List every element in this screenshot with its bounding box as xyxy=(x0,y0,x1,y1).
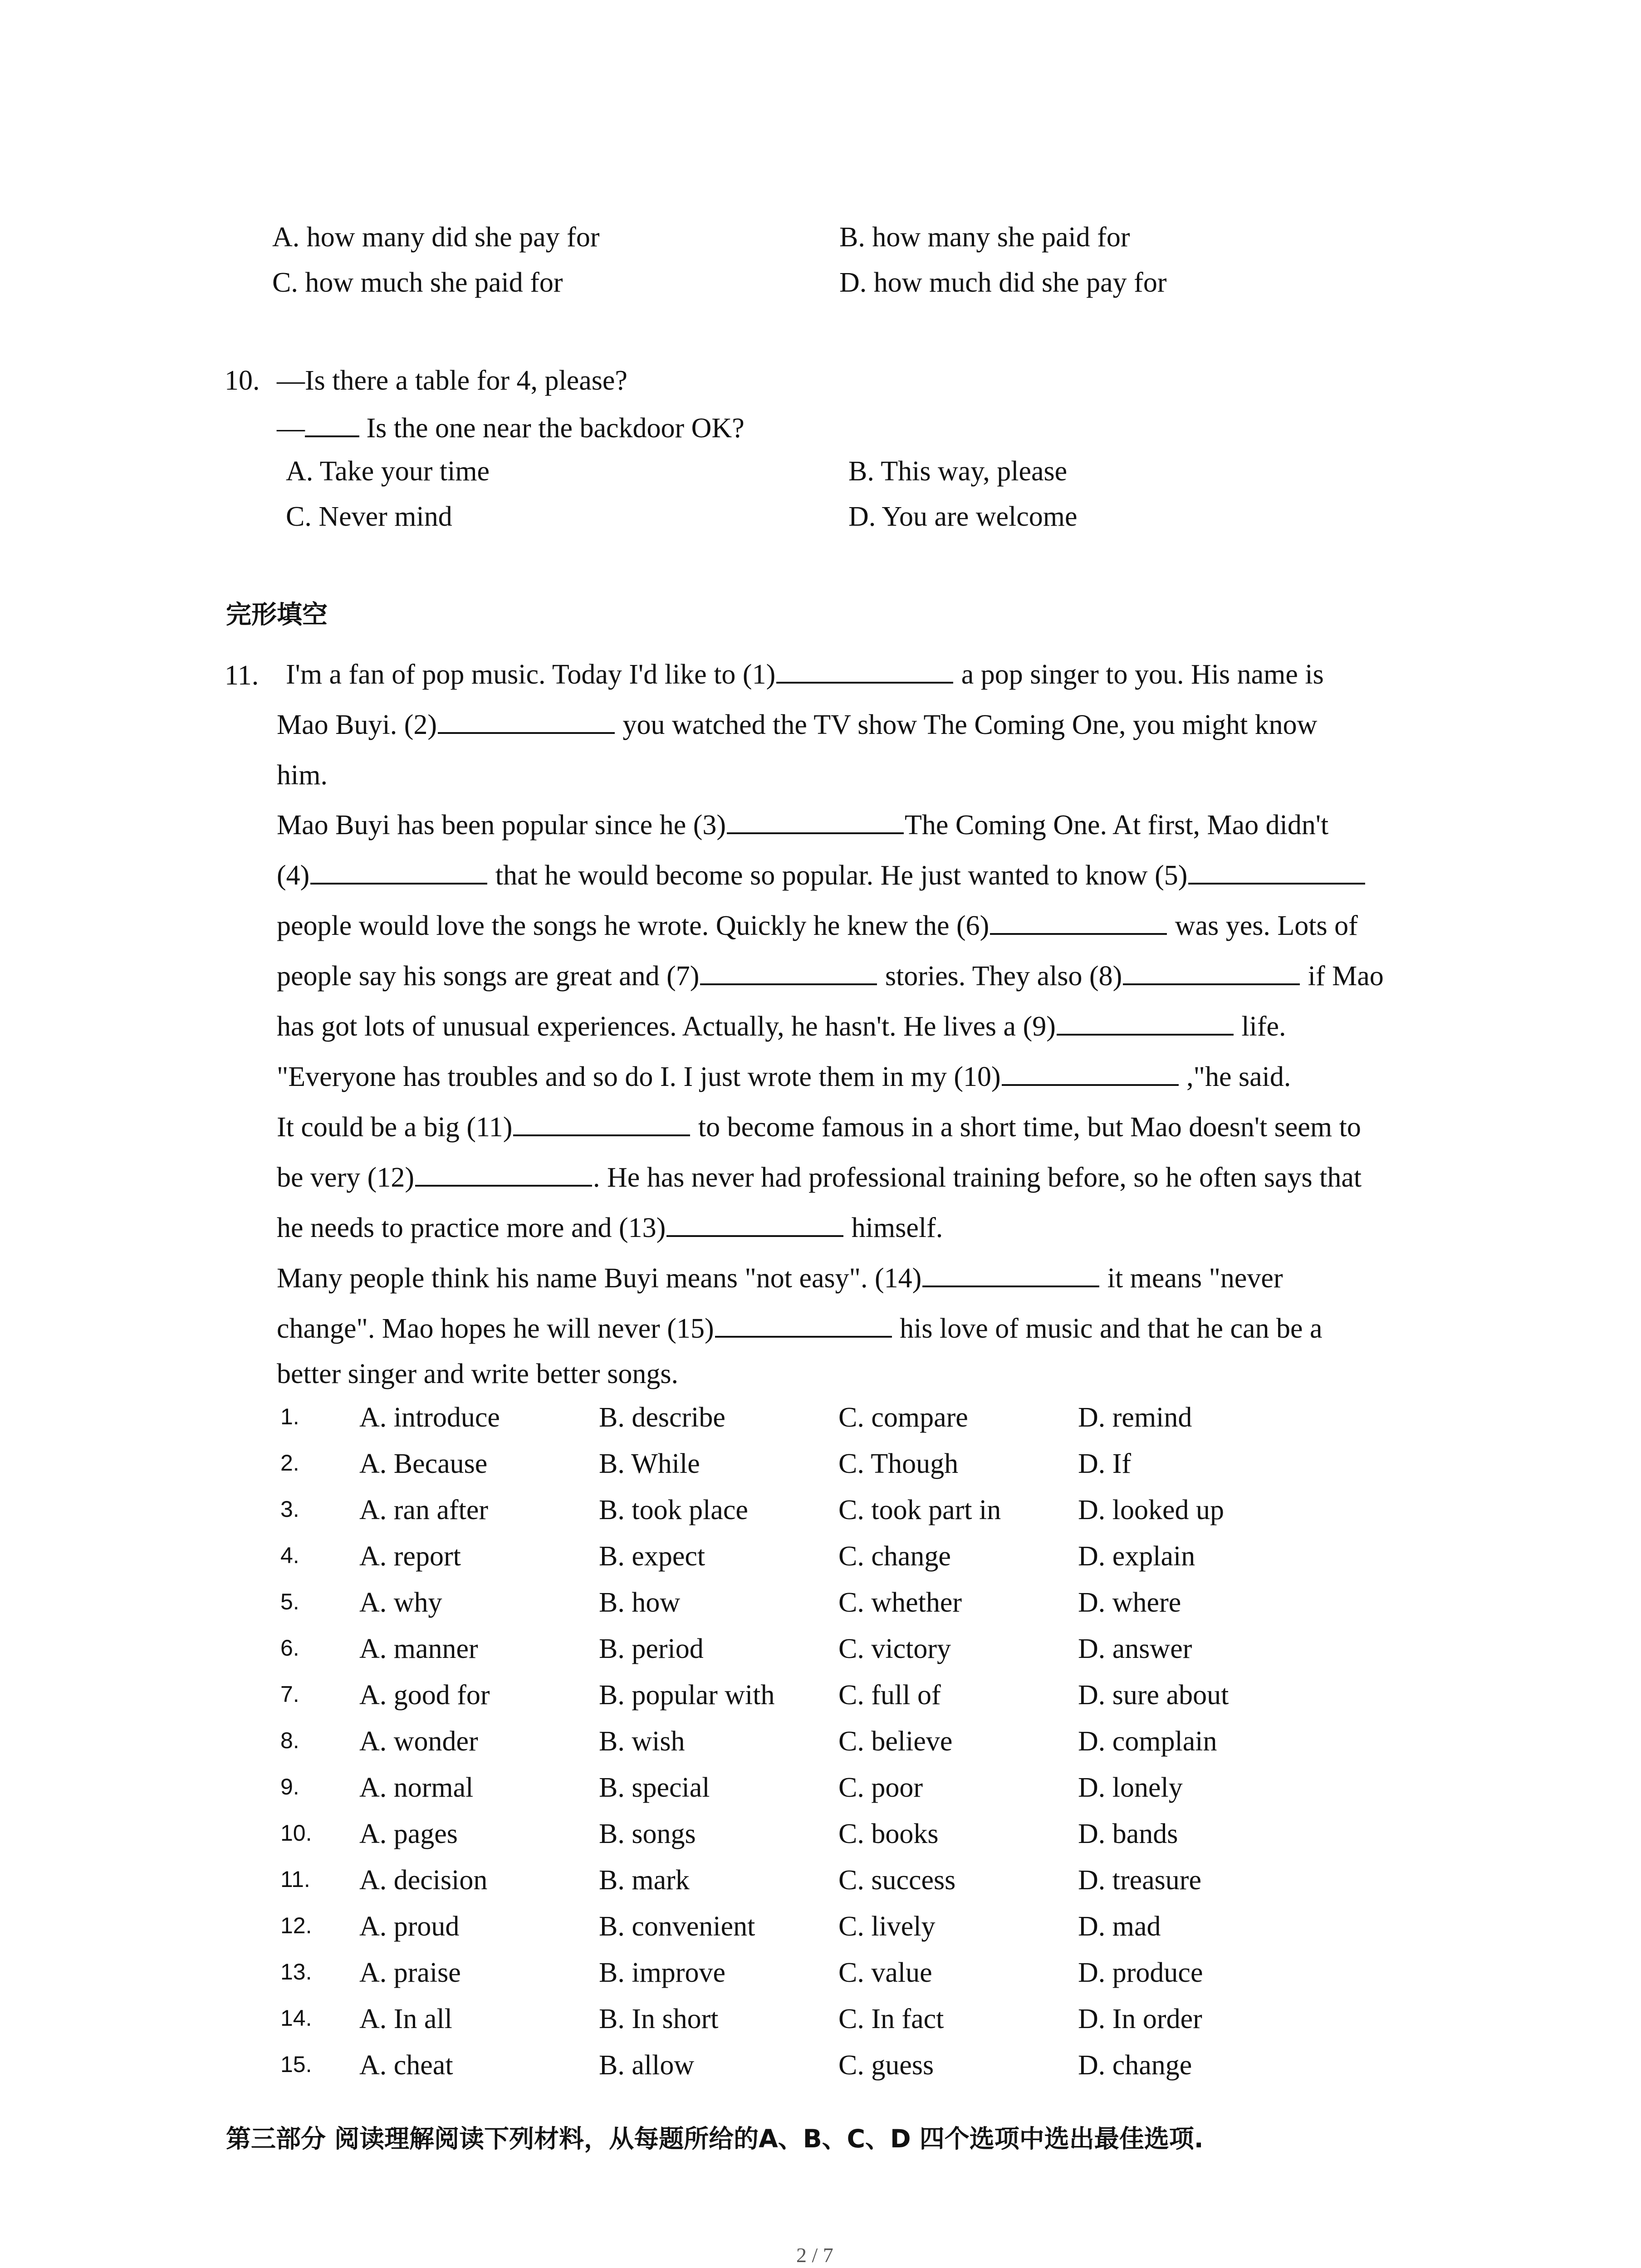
page-number: 2 / 7 xyxy=(796,2244,833,2267)
option-d: D. explain xyxy=(1078,1541,1195,1572)
option-c: C. value xyxy=(838,1957,932,1988)
option-b: B. popular with xyxy=(599,1680,775,1711)
option-d: D. complain xyxy=(1078,1726,1217,1757)
option-row-number: 6. xyxy=(280,1635,299,1661)
q9-option-a: A. how many did she pay for xyxy=(272,222,600,253)
option-a: A. decision xyxy=(359,1865,488,1896)
option-b: B. songs xyxy=(599,1818,696,1849)
option-b: B. allow xyxy=(599,2050,695,2081)
blank-12 xyxy=(415,1161,592,1187)
option-row-number: 10. xyxy=(280,1820,312,1846)
section-reading-title: 第三部分 阅读理解阅读下列材料，从每题所给的A、B、C、D 四个选项中选出最佳选项. xyxy=(226,2124,1204,2153)
option-c: C. books xyxy=(838,1818,939,1849)
option-b: B. took place xyxy=(599,1495,748,1525)
option-row-number: 13. xyxy=(280,1959,312,1984)
option-row-number: 8. xyxy=(280,1728,299,1753)
option-a: A. ran after xyxy=(359,1495,488,1525)
option-row-number: 2. xyxy=(280,1450,299,1476)
blank-6 xyxy=(990,909,1167,935)
option-row-number: 3. xyxy=(280,1496,299,1522)
option-c: C. victory xyxy=(838,1633,951,1664)
option-d: D. produce xyxy=(1078,1957,1203,1988)
blank-11 xyxy=(513,1111,690,1136)
q9-option-c: C. how much she paid for xyxy=(272,267,563,298)
option-d: D. change xyxy=(1078,2050,1192,2081)
q10-number: 10. xyxy=(225,365,260,396)
blank-15 xyxy=(715,1312,892,1338)
option-a: A. pages xyxy=(359,1818,458,1849)
option-a: A. praise xyxy=(359,1957,461,1988)
q11-number: 11. xyxy=(225,660,259,691)
option-d: D. In order xyxy=(1078,2004,1202,2034)
option-d: D. sure about xyxy=(1078,1680,1229,1711)
option-b: B. convenient xyxy=(599,1911,755,1942)
q10-line2-text: Is the one near the backdoor OK? xyxy=(359,413,745,444)
option-c: C. whether xyxy=(838,1587,962,1618)
q10-blank xyxy=(305,412,359,437)
blank-3 xyxy=(727,809,904,834)
option-d: D. answer xyxy=(1078,1633,1192,1664)
option-c: C. poor xyxy=(838,1772,923,1803)
option-row-number: 14. xyxy=(280,2005,312,2031)
option-c: C. success xyxy=(838,1865,956,1896)
blank-7 xyxy=(700,960,877,985)
option-d: D. mad xyxy=(1078,1911,1161,1942)
option-c: C. Though xyxy=(838,1448,959,1479)
option-row-number: 4. xyxy=(280,1543,299,1568)
option-d: D. lonely xyxy=(1078,1772,1183,1803)
blank-14 xyxy=(922,1262,1099,1287)
option-d: D. bands xyxy=(1078,1818,1178,1849)
option-b: B. In short xyxy=(599,2004,719,2034)
blank-8 xyxy=(1123,960,1300,985)
q10-option-d: D. You are welcome xyxy=(848,501,1078,532)
blank-9 xyxy=(1057,1010,1234,1036)
option-a: A. why xyxy=(359,1587,442,1618)
option-b: B. improve xyxy=(599,1957,725,1988)
option-d: D. If xyxy=(1078,1448,1132,1479)
option-a: A. manner xyxy=(359,1633,478,1664)
blank-5 xyxy=(1188,859,1365,885)
blank-1 xyxy=(776,658,953,684)
option-row-number: 11. xyxy=(280,1867,310,1892)
option-c: C. believe xyxy=(838,1726,953,1757)
q10-dash: — xyxy=(277,413,305,444)
blank-4 xyxy=(310,859,487,885)
option-c: C. lively xyxy=(838,1911,936,1942)
option-a: A. good for xyxy=(359,1680,490,1711)
option-row-number: 12. xyxy=(280,1913,312,1938)
option-a: A. In all xyxy=(359,2004,452,2034)
blank-13 xyxy=(666,1212,843,1237)
option-a: A. introduce xyxy=(359,1402,500,1433)
option-a: A. cheat xyxy=(359,2050,453,2081)
q10-option-c: C. Never mind xyxy=(286,501,452,532)
option-row-number: 7. xyxy=(280,1681,299,1707)
q10-option-b: B. This way, please xyxy=(848,456,1068,487)
option-a: A. wonder xyxy=(359,1726,478,1757)
option-b: B. how xyxy=(599,1587,681,1618)
blank-2 xyxy=(438,709,615,734)
option-row-number: 5. xyxy=(280,1589,299,1614)
section-cloze-title: 完形填空 xyxy=(226,600,328,630)
option-c: C. In fact xyxy=(838,2004,944,2034)
option-a: A. proud xyxy=(359,1911,460,1942)
option-b: B. mark xyxy=(599,1865,690,1896)
option-a: A. normal xyxy=(359,1772,474,1803)
q11-passage: I'm a fan of pop music. Today I'd like to (1) a pop singer to you. His name is Mao Buyi. (2) you watched the TV show The Coming One, you might know him. Mao Buyi has been popular since he (3) The Coming One. At first, Mao didn't (4) that he would become so popular. He just wanted to know (5) people would love the songs he wrote. Quickly he knew the (6) was yes. Lots of people say his songs are great and (7) stories. They also (8) if Mao has got lots of unusual experiences. Actually, he hasn't. He lives a (9) life. "Everyone has troubles and so do I. I just wrote them in my (10) ,"he said. It could be a big (11) to become famous in a short time, but Mao doesn't seem to be very (12) . He has never had professional training before, so he often says that he needs to practice more and (13) himself. Many people think his name Buyi means "not easy". (14) it means "never change". Mao hopes he will never (15) his love of music and that he can be a better singer and write better songs. xyxy=(277,659,1384,1389)
option-c: C. full of xyxy=(838,1680,941,1711)
option-b: B. While xyxy=(599,1448,700,1479)
option-c: C. guess xyxy=(838,2050,934,2081)
q9-option-d: D. how much did she pay for xyxy=(839,267,1167,298)
option-d: D. treasure xyxy=(1078,1865,1201,1896)
option-c: C. took part in xyxy=(838,1495,1001,1525)
q10-line2 xyxy=(277,412,745,442)
q10-line1: —Is there a table for 4, please? xyxy=(277,365,627,396)
option-row-number: 15. xyxy=(280,2052,312,2077)
option-c: C. compare xyxy=(838,1402,968,1433)
option-row-number: 9. xyxy=(280,1774,299,1799)
option-d: D. looked up xyxy=(1078,1495,1225,1525)
option-b: B. expect xyxy=(599,1541,705,1572)
option-b: B. period xyxy=(599,1633,704,1664)
q9-option-b: B. how many she paid for xyxy=(839,222,1130,253)
blank-10 xyxy=(1002,1061,1179,1086)
option-c: C. change xyxy=(838,1541,951,1572)
option-d: D. remind xyxy=(1078,1402,1192,1433)
option-b: B. describe xyxy=(599,1402,725,1433)
option-a: A. Because xyxy=(359,1448,488,1479)
option-d: D. where xyxy=(1078,1587,1181,1618)
option-b: B. wish xyxy=(599,1726,685,1757)
q10-option-a: A. Take your time xyxy=(286,456,490,487)
option-row-number: 1. xyxy=(280,1404,299,1429)
option-a: A. report xyxy=(359,1541,461,1572)
option-b: B. special xyxy=(599,1772,710,1803)
